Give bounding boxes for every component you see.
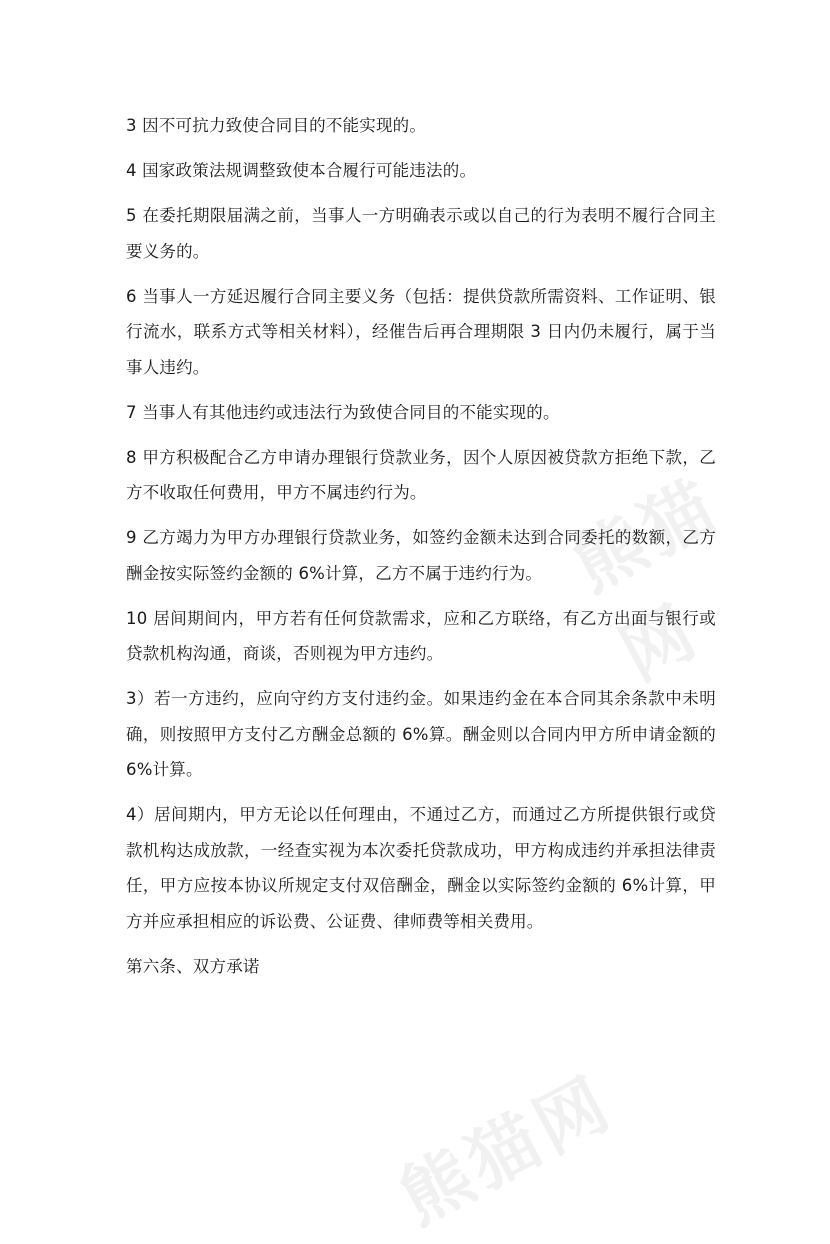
clause-6-delayed-performance: 6 当事人一方延迟履行合同主要义务（包括：提供贷款所需资料、工作证明、银行流水，联系方式等相关材料），经催告后再合理期限 3 日内仍未履行，属于当事人违约。 — [126, 286, 716, 377]
item-3-liquidated-damages: 3）若一方违约，应向守约方支付违约金。如果违约金在本合同其余条款中未明确，则按照甲方支付乙方酬金总额的 6%算。酬金则以合同内甲方所申请金额的 6%计算。 — [126, 689, 716, 779]
watermark: 熊猫网 — [559, 463, 733, 697]
article-6-heading: 第六条、双方承诺 — [126, 956, 260, 976]
watermark-bottom: 熊猫网 — [386, 1060, 627, 1241]
item-4-bypass-penalty: 4）居间期内，甲方无论以任何理由，不通过乙方，而通过乙方所提供银行或贷款机构达成放款，一经查实视为本次委托贷款成功，甲方构成违约并承担法律责任，甲方应按本协议所规定支付双倍酬金，酬金以实际签约金额的 6%计算，甲方并应承担相应的诉讼费、公证费、律师费等相关费用。 — [126, 805, 716, 931]
clause-7-other-breach: 7 当事人有其他违约或违法行为致使合同目的不能实现的。 — [126, 402, 560, 422]
clause-3-force-majeure: 3 因不可抗力致使合同目的不能实现的。 — [126, 116, 427, 135]
clause-8-loan-refused: 8 甲方积极配合乙方申请办理银行贷款业务，因个人原因被贷款方拒绝下款，乙方不收取任何费用，甲方不属违约行为。 — [126, 447, 716, 502]
document-body — [126, 108, 716, 994]
clause-10-contact-obligation: 10 居间期间内，甲方若有任何贷款需求，应和乙方联络，有乙方出面与银行或贷款机构沟通，商谈，否则视为甲方违约。 — [126, 608, 716, 663]
clause-5-anticipatory-breach: 5 在委托期限届满之前，当事人一方明确表示或以自己的行为表明不履行合同主要义务的。 — [126, 206, 716, 261]
clause-4-policy-change: 4 国家政策法规调整致使本合履行可能违法的。 — [126, 161, 477, 180]
clause-9-partial-amount: 9 乙方竭力为甲方办理银行贷款业务，如签约金额未达到合同委托的数额，乙方酬金按实际签约金额的 6%计算，乙方不属于违约行为。 — [126, 528, 716, 583]
